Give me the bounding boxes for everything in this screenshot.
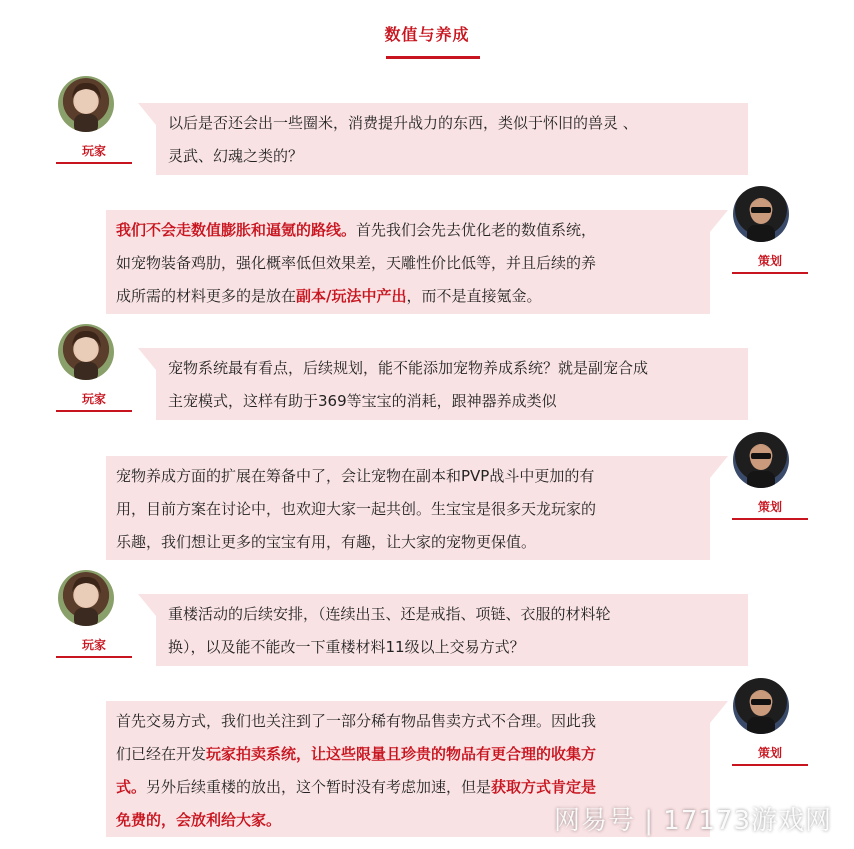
message-bubble-4	[106, 456, 710, 560]
message-line: 用，目前方案在讨论中，也欢迎大家一起共创。生宝宝是很多天龙玩家的	[116, 500, 597, 518]
message-line: 重楼活动的后续安排，（连续出玉、还是戒指、项链、衣服的材料轮	[168, 605, 611, 623]
player-label-underline	[56, 410, 132, 412]
page-title: 数值与养成	[384, 25, 470, 44]
planner-avatar	[733, 678, 789, 734]
player-avatar	[58, 324, 114, 380]
message-line: 首先交易方式，我们也关注到了一部分稀有物品售卖方式不合理。因此我	[116, 712, 597, 730]
highlight-text: 副本/玩法中产出	[296, 287, 407, 305]
highlight-text: 式。	[116, 778, 147, 796]
player-label-underline	[56, 656, 132, 658]
message-bubble-1	[156, 103, 748, 175]
message-line: 灵武、幻魂之类的？	[168, 147, 304, 165]
planner-label-underline	[732, 272, 808, 274]
player-label-underline	[56, 162, 132, 164]
player-label: 玩家	[81, 638, 106, 652]
player-label: 玩家	[81, 144, 106, 158]
message-line: 宠物养成方面的扩展在筹备中了，会让宠物在副本和PVP战斗中更加的有	[116, 467, 595, 485]
title-underline	[386, 56, 480, 59]
message-bubble-2	[106, 210, 710, 314]
player-label: 玩家	[81, 392, 106, 406]
message-text: 们已经在开发	[116, 745, 207, 763]
highlight-text: 获取方式肯定是	[491, 778, 597, 796]
message-line: 宠物系统最有看点，后续规划，能不能添加宠物养成系统？就是副宠合成	[168, 359, 649, 377]
message-line: 如宠物装备鸡肋，强化概率低但效果差，天雕性价比低等，并且后续的养	[116, 254, 597, 272]
message-line: 以后是否还会出一些圈米，消费提升战力的东西，类似于怀旧的兽灵 、	[168, 114, 638, 132]
player-avatar	[58, 570, 114, 626]
message-text: 成所需的材料更多的是放在	[116, 287, 297, 305]
message-text: 另外后续重楼的放出，这个暂时没有考虑加速，但是	[146, 778, 492, 796]
watermark: 网易号 | 17173游戏网	[554, 806, 832, 836]
message-bubble-3	[156, 348, 748, 420]
message-text: ，而不是直接氪金。	[406, 287, 542, 305]
highlight-text: 我们不会走数值膨胀和逼氪的路线。	[116, 221, 357, 239]
planner-avatar	[733, 432, 789, 488]
highlight-text: 玩家拍卖系统，让这些限量且珍贵的物品有更合理的收集方	[206, 745, 597, 763]
planner-label: 策划	[757, 746, 782, 760]
planner-label: 策划	[757, 254, 782, 268]
planner-label: 策划	[757, 500, 782, 514]
planner-label-underline	[732, 518, 808, 520]
player-avatar	[58, 76, 114, 132]
message-line	[116, 738, 710, 771]
planner-avatar	[733, 186, 789, 242]
message-line: 主宠模式，这样有助于369等宝宝的消耗，跟神器养成类似	[168, 392, 557, 410]
planner-label-underline	[732, 764, 808, 766]
message-text: 首先我们会先去优化老的数值系统，	[356, 221, 597, 239]
message-line: 乐趣，我们想让更多的宝宝有用，有趣，让大家的宠物更保值。	[116, 533, 537, 551]
message-bubble-5	[156, 594, 748, 666]
message-line	[116, 214, 710, 247]
message-line	[116, 280, 710, 313]
highlight-text: 免费的，会放利给大家。	[116, 811, 282, 829]
message-line: 换），以及能不能改一下重楼材料11级以上交易方式？	[168, 638, 525, 656]
